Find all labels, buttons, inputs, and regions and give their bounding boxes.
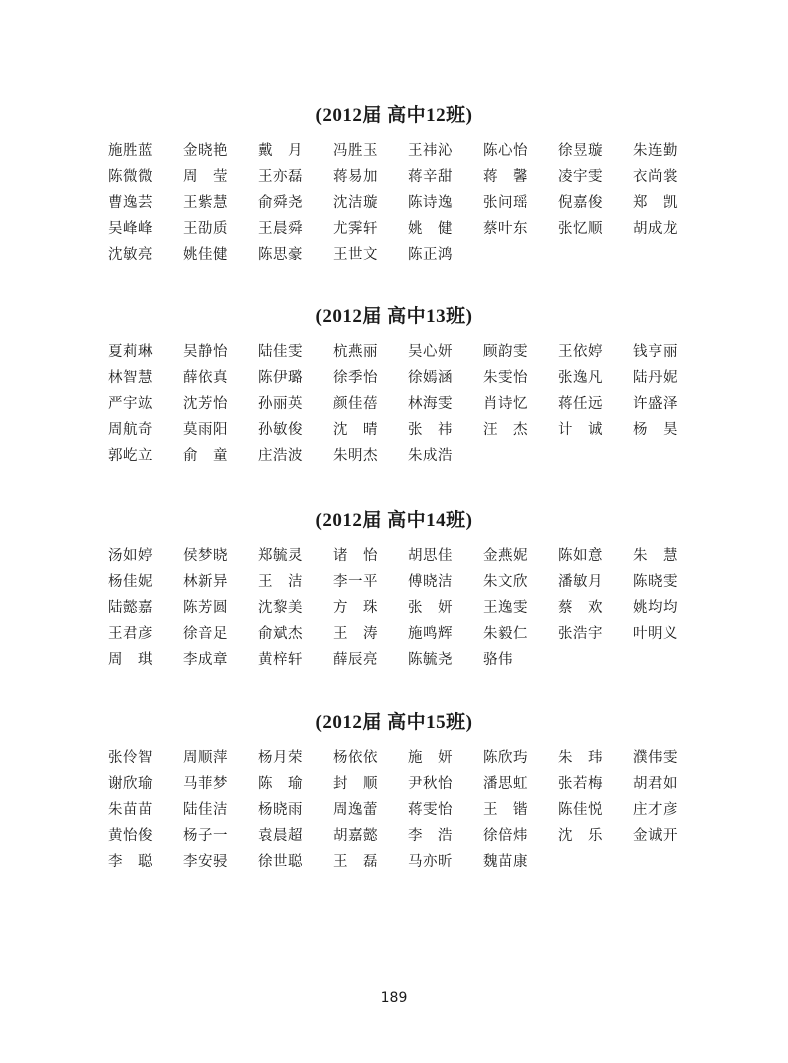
student-name: 李 聪 xyxy=(108,854,153,870)
student-name: 朱成浩 xyxy=(408,448,453,464)
student-name: 林海雯 xyxy=(408,396,453,412)
student-name: 袁晨超 xyxy=(258,828,303,844)
student-name: 冯胜玉 xyxy=(333,143,378,159)
student-name: 方 珠 xyxy=(333,600,378,616)
student-name: 杨晓雨 xyxy=(258,802,303,818)
student-name: 施 妍 xyxy=(408,750,453,766)
student-name-grid xyxy=(108,138,708,268)
student-name: 蔡 欢 xyxy=(558,600,603,616)
name-row xyxy=(108,138,708,164)
student-name: 蒋 馨 xyxy=(483,169,528,185)
student-name: 黄梓轩 xyxy=(258,652,303,668)
student-name: 薛辰亮 xyxy=(333,652,378,668)
student-name: 徐嫣涵 xyxy=(408,370,453,386)
student-name: 王 磊 xyxy=(333,854,378,870)
student-name: 沈黎美 xyxy=(258,600,303,616)
page-number: 189 xyxy=(380,990,408,1006)
student-name: 俞 童 xyxy=(183,448,228,464)
student-name: 姚佳健 xyxy=(183,247,228,263)
student-name: 骆伟 xyxy=(483,652,513,668)
student-name: 胡君如 xyxy=(633,776,678,792)
name-row xyxy=(108,391,708,417)
student-name: 沈敏亮 xyxy=(108,247,153,263)
student-name: 蒋雯怡 xyxy=(408,802,453,818)
student-name: 周 莹 xyxy=(183,169,228,185)
name-row xyxy=(108,543,708,569)
student-name: 陈心怡 xyxy=(483,143,528,159)
student-name: 陈诗逸 xyxy=(408,195,453,211)
student-name: 肖诗忆 xyxy=(483,396,528,412)
student-name: 张问瑶 xyxy=(483,195,528,211)
student-name: 庄才彦 xyxy=(633,802,678,818)
student-name: 王亦磊 xyxy=(258,169,303,185)
student-name: 王世文 xyxy=(333,247,378,263)
student-name: 张忆顺 xyxy=(558,221,603,237)
student-name: 张若梅 xyxy=(558,776,603,792)
student-name: 王紫慧 xyxy=(183,195,228,211)
student-name: 陈如意 xyxy=(558,548,603,564)
student-name: 计 诚 xyxy=(558,422,603,438)
student-name: 李 浩 xyxy=(408,828,453,844)
student-name: 倪嘉俊 xyxy=(558,195,603,211)
student-name: 杨佳妮 xyxy=(108,574,153,590)
student-name: 孙敏俊 xyxy=(258,422,303,438)
name-row xyxy=(108,216,708,242)
student-name: 陆佳洁 xyxy=(183,802,228,818)
student-name: 魏苗康 xyxy=(483,854,528,870)
student-name: 王祎沁 xyxy=(408,143,453,159)
name-row xyxy=(108,569,708,595)
student-name: 凌宇雯 xyxy=(558,169,603,185)
name-row xyxy=(108,164,708,190)
student-name: 俞舜尧 xyxy=(258,195,303,211)
student-name: 徐世聪 xyxy=(258,854,303,870)
name-row xyxy=(108,339,708,365)
student-name: 许盛泽 xyxy=(633,396,678,412)
student-name: 濮伟雯 xyxy=(633,750,678,766)
student-name: 莫雨阳 xyxy=(183,422,228,438)
name-row xyxy=(108,797,708,823)
student-name: 张 祎 xyxy=(408,422,453,438)
student-name: 朱雯怡 xyxy=(483,370,528,386)
class-title: (2012届 高中14班) xyxy=(315,510,473,531)
student-name: 王逸雯 xyxy=(483,600,528,616)
name-row xyxy=(108,621,708,647)
student-name: 潘敏月 xyxy=(558,574,603,590)
student-name: 胡思佳 xyxy=(408,548,453,564)
student-name: 王 洁 xyxy=(258,574,303,590)
student-name: 陈芳圆 xyxy=(183,600,228,616)
student-name: 顾韵雯 xyxy=(483,344,528,360)
student-name: 谢欣瑜 xyxy=(108,776,153,792)
name-row xyxy=(108,647,708,673)
student-name: 陈 瑜 xyxy=(258,776,303,792)
student-name: 沈 乐 xyxy=(558,828,603,844)
student-name: 林智慧 xyxy=(108,370,153,386)
student-name: 王依婷 xyxy=(558,344,603,360)
student-name: 严宇竑 xyxy=(108,396,153,412)
class-title: (2012届 高中15班) xyxy=(315,712,473,733)
student-name: 庄浩波 xyxy=(258,448,303,464)
student-name-grid xyxy=(108,339,708,469)
student-name: 周 琪 xyxy=(108,652,153,668)
name-row xyxy=(108,595,708,621)
student-name: 蔡叶东 xyxy=(483,221,528,237)
student-name: 姚均均 xyxy=(633,600,678,616)
name-row xyxy=(108,771,708,797)
student-name: 金诚开 xyxy=(633,828,678,844)
student-name: 郑毓灵 xyxy=(258,548,303,564)
student-name: 施胜蓝 xyxy=(108,143,153,159)
student-name: 胡成龙 xyxy=(633,221,678,237)
student-name: 吴心妍 xyxy=(408,344,453,360)
student-name: 李安骎 xyxy=(183,854,228,870)
student-name: 曹逸芸 xyxy=(108,195,153,211)
student-name: 杭燕丽 xyxy=(333,344,378,360)
student-name: 俞斌杰 xyxy=(258,626,303,642)
student-name: 张伶智 xyxy=(108,750,153,766)
student-name: 陈伊璐 xyxy=(258,370,303,386)
student-name: 蒋辛甜 xyxy=(408,169,453,185)
student-name: 黄怡俊 xyxy=(108,828,153,844)
student-name: 颜佳蓓 xyxy=(333,396,378,412)
student-name: 陈佳悦 xyxy=(558,802,603,818)
student-name: 徐季怡 xyxy=(333,370,378,386)
student-name: 金燕妮 xyxy=(483,548,528,564)
student-name: 王劭质 xyxy=(183,221,228,237)
student-name: 胡嘉懿 xyxy=(333,828,378,844)
student-name: 蒋任远 xyxy=(558,396,603,412)
student-name: 张逸凡 xyxy=(558,370,603,386)
student-name: 傅晓洁 xyxy=(408,574,453,590)
student-name: 陈微微 xyxy=(108,169,153,185)
student-name: 马菲梦 xyxy=(183,776,228,792)
student-name: 封 顺 xyxy=(333,776,378,792)
student-name: 周逸蕾 xyxy=(333,802,378,818)
student-name: 王 锴 xyxy=(483,802,528,818)
name-row xyxy=(108,417,708,443)
student-name: 金晓艳 xyxy=(183,143,228,159)
student-name: 尤霁轩 xyxy=(333,221,378,237)
student-name: 吴峰峰 xyxy=(108,221,153,237)
student-name: 王 涛 xyxy=(333,626,378,642)
class-title: (2012届 高中12班) xyxy=(315,105,473,126)
student-name: 李成章 xyxy=(183,652,228,668)
student-name: 陈思豪 xyxy=(258,247,303,263)
student-name: 郭屹立 xyxy=(108,448,153,464)
student-name: 杨 昊 xyxy=(633,422,678,438)
student-name: 叶明义 xyxy=(633,626,678,642)
name-row xyxy=(108,849,708,875)
student-name: 周航奇 xyxy=(108,422,153,438)
student-name: 潘思虹 xyxy=(483,776,528,792)
student-name: 徐倍炜 xyxy=(483,828,528,844)
student-name: 孙丽英 xyxy=(258,396,303,412)
student-name: 薛依真 xyxy=(183,370,228,386)
student-name: 陈毓尧 xyxy=(408,652,453,668)
student-name: 周顺萍 xyxy=(183,750,228,766)
student-name: 汤如婷 xyxy=(108,548,153,564)
name-row xyxy=(108,190,708,216)
student-name: 陈晓雯 xyxy=(633,574,678,590)
student-name: 杨月荣 xyxy=(258,750,303,766)
student-name: 朱连勤 xyxy=(633,143,678,159)
student-name: 汪 杰 xyxy=(483,422,528,438)
student-name: 戴 月 xyxy=(258,143,303,159)
name-row xyxy=(108,242,708,268)
student-name: 吴静怡 xyxy=(183,344,228,360)
student-name: 朱毅仁 xyxy=(483,626,528,642)
student-name: 杨子一 xyxy=(183,828,228,844)
student-name: 张浩宇 xyxy=(558,626,603,642)
student-name: 朱明杰 xyxy=(333,448,378,464)
student-name: 徐音足 xyxy=(183,626,228,642)
name-row xyxy=(108,365,708,391)
student-name: 沈 晴 xyxy=(333,422,378,438)
student-name-grid xyxy=(108,745,708,875)
student-name: 夏莉琳 xyxy=(108,344,153,360)
student-name-grid xyxy=(108,543,708,673)
student-name: 朱文欣 xyxy=(483,574,528,590)
student-name: 陆懿嘉 xyxy=(108,600,153,616)
student-name: 衣尚裳 xyxy=(633,169,678,185)
student-name: 朱 玮 xyxy=(558,750,603,766)
student-name: 杨依依 xyxy=(333,750,378,766)
student-name: 施鸣辉 xyxy=(408,626,453,642)
student-name: 王晨舜 xyxy=(258,221,303,237)
student-name: 沈洁璇 xyxy=(333,195,378,211)
student-name: 姚 健 xyxy=(408,221,453,237)
student-name: 王君彦 xyxy=(108,626,153,642)
student-name: 郑 凯 xyxy=(633,195,678,211)
student-name: 陈欣玙 xyxy=(483,750,528,766)
student-name: 朱 慧 xyxy=(633,548,678,564)
student-name: 马亦昕 xyxy=(408,854,453,870)
name-row xyxy=(108,745,708,771)
student-name: 林新异 xyxy=(183,574,228,590)
student-name: 徐昱璇 xyxy=(558,143,603,159)
student-name: 陆丹妮 xyxy=(633,370,678,386)
student-name: 陈正鸿 xyxy=(408,247,453,263)
student-name: 侯梦晓 xyxy=(183,548,228,564)
student-name: 李一平 xyxy=(333,574,378,590)
student-name: 朱苗苗 xyxy=(108,802,153,818)
student-name: 尹秋怡 xyxy=(408,776,453,792)
student-name: 陆佳雯 xyxy=(258,344,303,360)
student-name: 蒋易加 xyxy=(333,169,378,185)
student-name: 诸 怡 xyxy=(333,548,378,564)
student-name: 钱亨丽 xyxy=(633,344,678,360)
student-name: 沈芳怡 xyxy=(183,396,228,412)
name-row xyxy=(108,443,708,469)
name-row xyxy=(108,823,708,849)
class-title: (2012届 高中13班) xyxy=(315,306,473,327)
student-name: 张 妍 xyxy=(408,600,453,616)
